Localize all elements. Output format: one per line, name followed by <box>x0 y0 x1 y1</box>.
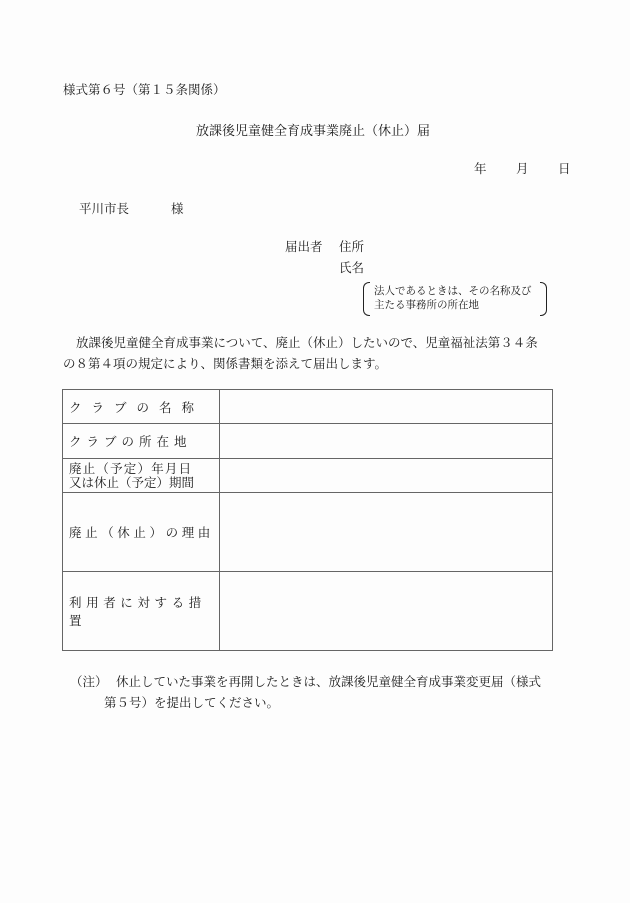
date-day-label: 日 <box>558 161 571 176</box>
table-row <box>63 459 553 493</box>
note-line2: 第５号）を提出してください。 <box>104 695 280 710</box>
user-measures-field[interactable] <box>220 572 553 651</box>
body-paragraph <box>63 332 573 374</box>
table-row <box>63 424 553 459</box>
date-month-label: 月 <box>516 161 529 176</box>
left-bracket-icon <box>363 282 370 316</box>
table-row <box>63 572 553 651</box>
corporation-note <box>363 282 547 316</box>
corporation-note-line2: 主たる事務所の所在地 <box>374 299 479 311</box>
addressee-name: 平川市長 <box>79 201 130 216</box>
closure-date-label-line2: 又は休止（予定）期間 <box>69 474 195 490</box>
club-address-label: クラブの所在地 <box>63 424 220 459</box>
table-row <box>63 493 553 572</box>
club-name-label: クラブの名称 <box>63 390 220 424</box>
address-label: 住所 <box>339 239 365 254</box>
body-line1: 放課後児童健全育成事業について、廃止（休止）したいので、児童福祉法第３４条 <box>76 335 538 350</box>
addressee-suffix: 様 <box>171 201 184 216</box>
note-marker: （注） <box>70 674 108 689</box>
info-table <box>62 389 553 651</box>
date-year-label: 年 <box>474 161 487 176</box>
document-title: 放課後児童健全育成事業廃止（休止）届 <box>196 124 431 139</box>
table-row <box>63 390 553 424</box>
name-label: 氏名 <box>339 260 365 275</box>
addressee <box>79 199 184 217</box>
form-number: 様式第６号（第１５条関係） <box>63 82 226 97</box>
club-name-field[interactable] <box>220 390 553 424</box>
corporation-note-text <box>374 284 532 312</box>
corporation-note-line1: 法人であるときは、その名称及び <box>374 285 532 297</box>
closure-reason-field[interactable] <box>220 493 553 572</box>
note-block <box>70 671 541 713</box>
user-measures-label: 利用者に対する措置 <box>63 572 220 651</box>
date-line <box>474 159 571 177</box>
closure-date-field[interactable] <box>220 459 553 493</box>
right-bracket-icon <box>540 282 547 316</box>
note-line1: 休止していた事業を再開したときは、放課後児童健全育成事業変更届（様式 <box>116 674 542 689</box>
body-line2: の８第４項の規定により、関係書類を添えて届出します。 <box>63 356 388 371</box>
club-address-field[interactable] <box>220 424 553 459</box>
closure-date-label <box>63 459 220 493</box>
closure-date-label-line1: 廃止（予定）年月日 <box>69 460 193 476</box>
applicant-label: 届出者 <box>285 239 323 254</box>
closure-reason-label: 廃止（休止）の理由 <box>63 493 220 572</box>
